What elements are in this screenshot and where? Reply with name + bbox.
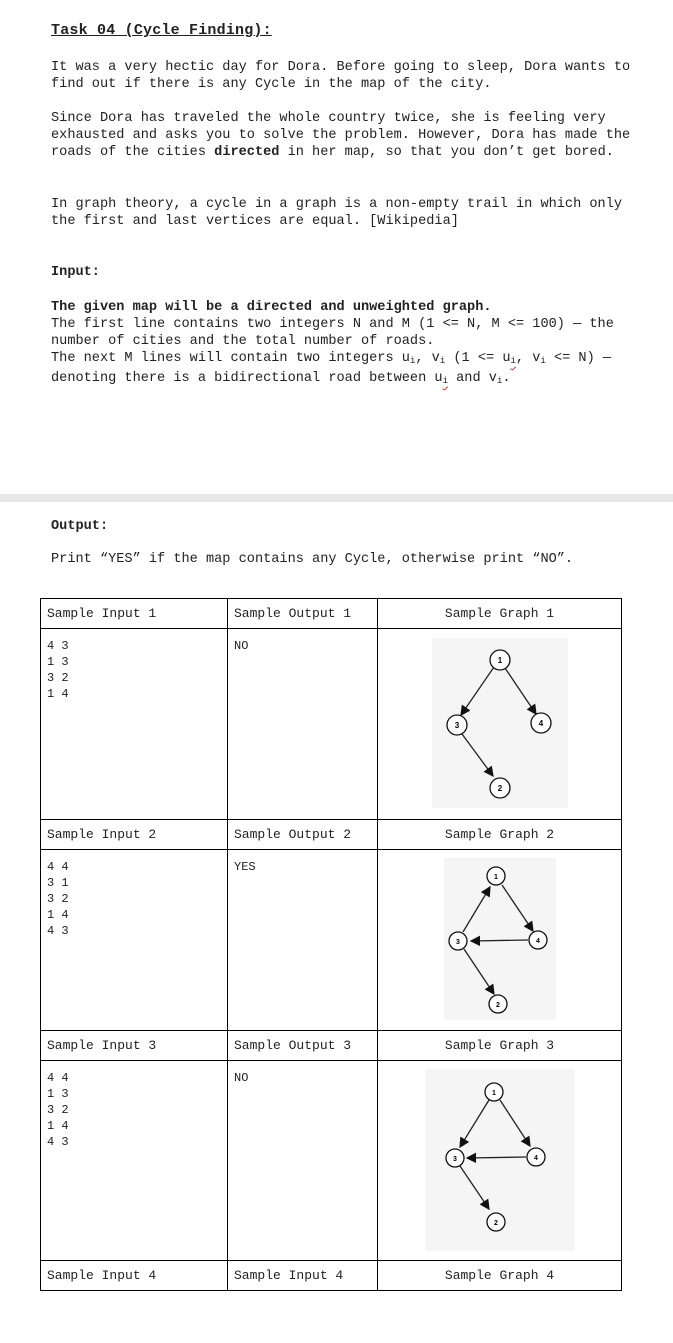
task-title: Task 04 (Cycle Finding): [51,22,272,39]
output-label: Output: [51,519,109,534]
sample-2-header-row [41,820,622,850]
intro-p2-text-b: in her map, so that you don’t get bored. [279,145,614,160]
header-text: Sample Input 4 [47,1268,157,1283]
sample-input-2-text: 4 4 3 1 3 2 1 4 4 3 [47,860,69,938]
page-1 [0,0,673,494]
node-3 [446,1149,464,1167]
node-2 [489,995,507,1013]
sample-input-2-header [41,820,228,850]
svg-text:1: 1 [491,1090,496,1097]
header-text: Sample Graph 1 [444,606,555,621]
svg-text:1: 1 [497,656,502,665]
node-3 [449,932,467,950]
sample-2-body-row [41,850,622,1031]
intro-p2-bold: directed [214,145,280,160]
svg-text:3: 3 [455,939,460,946]
sample-input-3-header [41,1031,228,1061]
edge-1-4 [505,668,536,714]
sample-graph-4-header [378,1261,622,1291]
header-text: Sample Output 3 [234,1038,352,1053]
input-line-2-a: The next M lines will contain two integers u [51,351,410,366]
subscript-i: i [409,356,416,366]
sample-output-3-text: NO [234,1071,249,1085]
edge-3-2 [464,949,494,994]
svg-text:4: 4 [535,938,540,945]
node-4 [531,713,551,733]
input-line-2-b: , v [415,351,440,366]
sample-graph-2-header [378,820,622,850]
edge-3-1 [463,887,490,932]
sample-output-3 [228,1061,378,1261]
header-text: Sample Input 3 [47,1038,157,1053]
sample-1-header-row [41,599,622,629]
subscript-i: i [496,376,503,386]
sample-input-3 [41,1061,228,1261]
svg-text:2: 2 [493,1220,498,1227]
input-line-2-f: and v [447,371,497,386]
input-line-2-c: (1 <= u [445,351,511,366]
svg-text:2: 2 [497,784,502,793]
output-text: Print “YES” if the map contains any Cycle, otherwise print “NO”. [51,552,574,567]
node-1 [490,650,510,670]
node-2 [490,778,510,798]
graph-1-image [432,638,568,808]
page-2 [0,502,673,1343]
sample-3-header-row [41,1031,622,1061]
sample-3-body-row [41,1061,622,1261]
edge-4-3 [467,1157,526,1158]
sample-output-2-text: YES [234,860,256,874]
sample-output-1-header [228,599,378,629]
sample-input-3-text: 4 4 1 3 3 2 1 4 4 3 [47,1071,69,1149]
intro-p2-text-a: Since Dora has traveled the whole country twice, she is feeling very exhausted and asks you to solve the problem. However, Dora has made the roads of the cities [51,111,639,160]
sample-graph-3-header [378,1031,622,1061]
header-text: Sample Output 1 [234,606,352,621]
edge-3-2 [462,734,493,776]
sample-4-header-row [41,1261,622,1291]
svg-text:1: 1 [493,874,498,881]
svg-text:3: 3 [452,1156,457,1163]
header-text: Sample Input 4 [234,1268,344,1283]
graph-3-svg [426,1069,574,1251]
sample-output-4-header [228,1261,378,1291]
sample-graph-2 [378,850,622,1031]
header-text: Sample Graph 4 [444,1268,555,1283]
sample-input-2 [41,850,228,1031]
sample-input-1 [41,629,228,820]
edge-1-4 [500,1100,530,1146]
sample-graph-1 [378,629,622,820]
subscript-i: i [439,356,446,366]
page-separator [0,494,673,502]
input-bold-line: The given map will be a directed and unweighted graph. [51,300,492,315]
input-line-1: The first line contains two integers N and M (1 <= N, M <= 100) — the number of cities and the total number of roads. [51,317,623,349]
intro-paragraph-1: It was a very hectic day for Dora. Before going to sleep, Dora wants to find out if there is any Cycle in the map of the city. [51,60,639,92]
subscript-i: i [540,356,546,366]
sample-output-3-header [228,1031,378,1061]
sample-output-1 [228,629,378,820]
graph-1-svg [432,638,568,808]
header-text: Sample Input 2 [47,827,157,842]
node-3 [447,715,467,735]
input-line-2-e: <= N) — denoting there is a bidirectional road between u [51,351,620,386]
svg-text:4: 4 [533,1155,538,1162]
node-4 [529,931,547,949]
intro-paragraph-3: In graph theory, a cycle in a graph is a non-empty trail in which only the first and last vertices are equal. [Wikipedia] [51,197,631,229]
input-line-2 [51,350,631,390]
edge-1-3 [461,667,494,715]
sample-graph-3 [378,1061,622,1261]
sample-output-1-text: NO [234,639,249,653]
node-4 [527,1148,545,1166]
sample-input-1-header [41,599,228,629]
graph-2-svg [444,858,556,1020]
sample-1-body-row [41,629,622,820]
sample-input-4-header [41,1261,228,1291]
svg-text:2: 2 [495,1002,500,1009]
input-line-2-d: , v [515,351,541,366]
header-text: Sample Graph 3 [444,1038,555,1053]
input-line-2-g: . [502,371,511,386]
intro-paragraph-2 [51,110,639,161]
edge-1-3 [460,1100,489,1147]
header-text: Sample Graph 2 [444,827,555,842]
subscript-i: i [510,356,516,366]
node-1 [485,1083,503,1101]
graph-3-image [426,1069,574,1251]
header-text: Sample Input 1 [47,606,157,621]
edge-1-4 [502,885,533,931]
graph-2-image [444,858,556,1020]
edge-3-2 [460,1166,489,1209]
svg-text:3: 3 [454,721,459,730]
subscript-i: i [442,376,448,386]
sample-output-2-header [228,820,378,850]
samples-table [40,598,622,1291]
sample-graph-1-header [378,599,622,629]
header-text: Sample Output 2 [234,827,352,842]
sample-input-1-text: 4 3 1 3 3 2 1 4 [47,639,69,701]
input-label: Input: [51,265,100,280]
node-2 [487,1213,505,1231]
svg-text:4: 4 [538,719,543,728]
sample-output-2 [228,850,378,1031]
edge-4-3 [471,940,528,941]
node-1 [487,867,505,885]
